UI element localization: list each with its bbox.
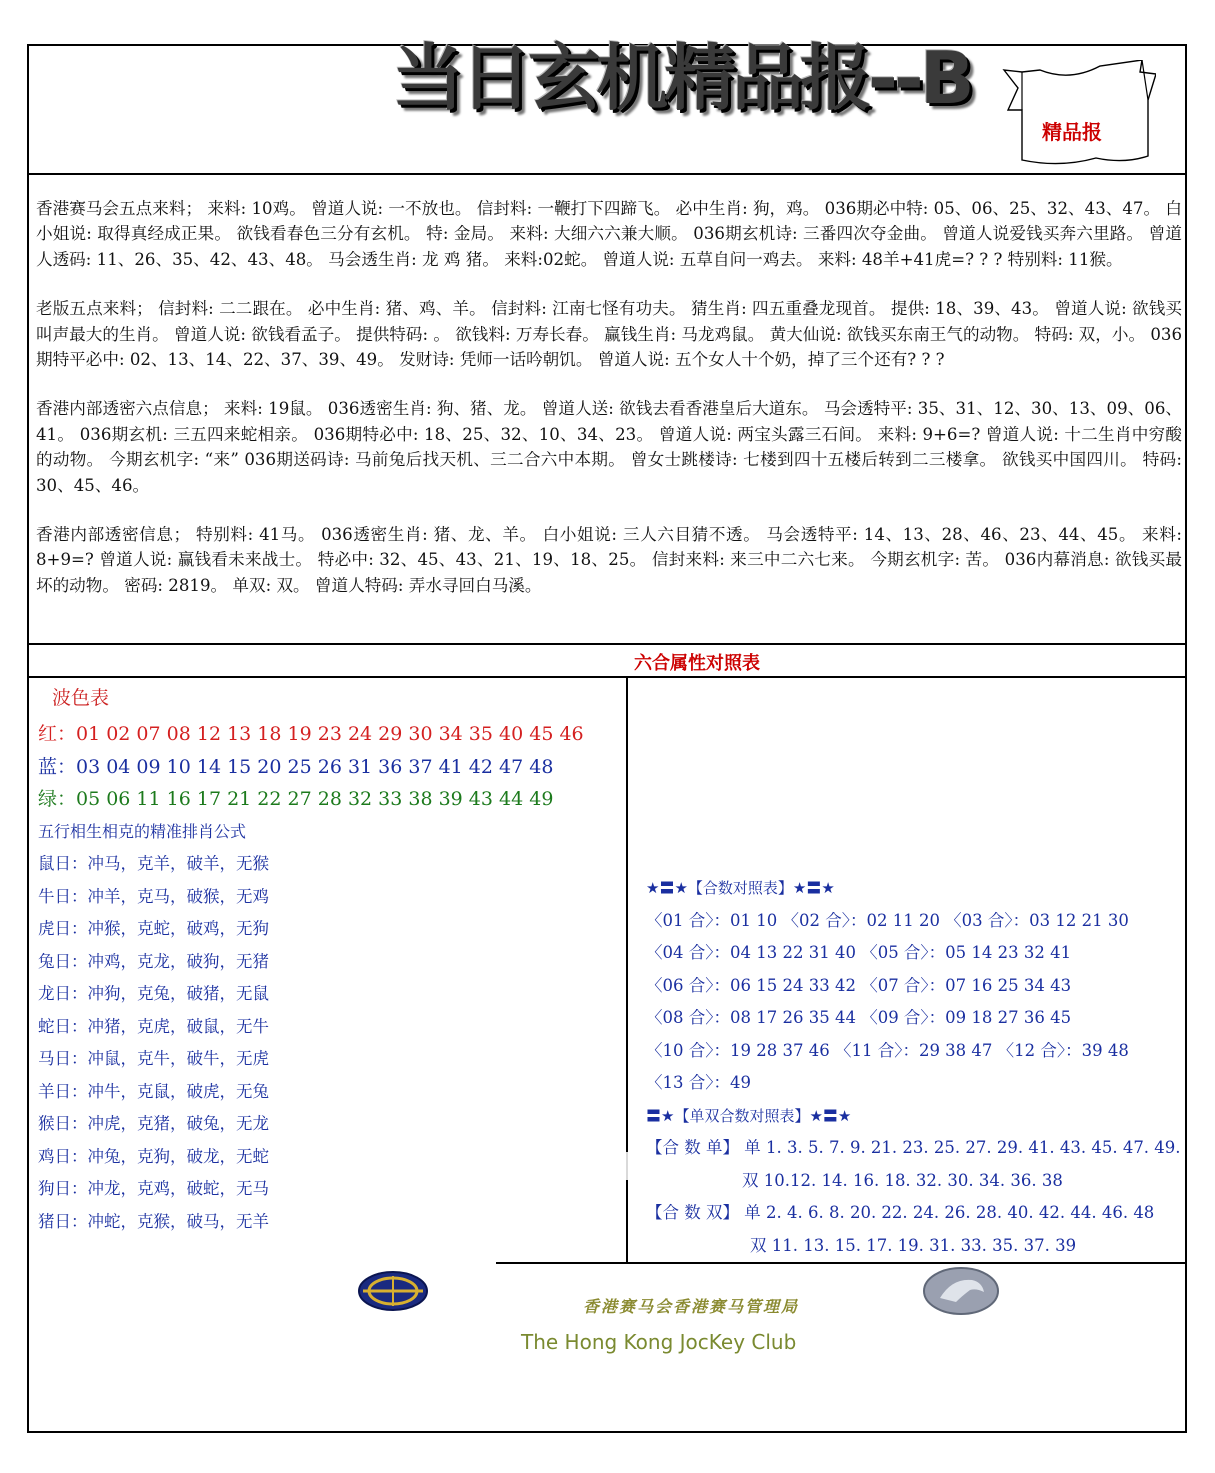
odd-sum-even-values: 双 10.12. 14. 16. 18. 32. 30. 34. 36. 38 [742, 1170, 1063, 1190]
formula-row: 兔日：冲鸡，克龙，破狗，无猪 [38, 951, 269, 971]
scroll-banner-icon [1000, 60, 1156, 170]
table-top-border [27, 676, 1187, 678]
table-bottom-border [496, 1262, 1187, 1264]
heshu-row: 〈13 合〉：49 [646, 1073, 751, 1092]
heshu-row: 〈06 合〉：06 15 24 33 42 〈07 合〉：07 16 25 34 43 [646, 975, 1072, 995]
heshu-row: 〈01 合〉：01 10 〈02 合〉：02 11 20 〈03 合〉：03 12 21 30 [646, 910, 1129, 930]
formula-row: 羊日：冲牛，克鼠，破虎，无兔 [38, 1081, 269, 1101]
white-fade-overlay [300, 1152, 630, 1180]
formula-row: 虎日：冲猴，克蛇，破鸡，无狗 [38, 919, 269, 938]
odd-sum-odd-row [646, 1132, 1181, 1165]
odd-sum-odd-values: 单 1. 3. 5. 7. 9. 21. 23. 25. 27. 29. 41. 43. 45. 47. 49. [744, 1138, 1181, 1157]
even-sum-odd-row [646, 1197, 1181, 1230]
formula-row: 鸡日：冲兔，克狗，破龙，无蛇 [38, 1146, 269, 1166]
paragraph-2: 老版五点来料； 信封料: 二二跟在。 必中生肖: 猪、鸡、羊。 信封料: 江南七怪有功夫。 猜生肖: 四五重叠龙现首。 提供: 18、39、43。 曾道人说: 欲钱买叫声最大的生肖。 曾道人说: 欲钱看孟子。 提供特码: 。 欲钱料: 万寿长春。 赢钱生肖: 马龙鸡鼠。 黄大仙说: 欲钱买东南王气的动物。 特码: 双，小。 036期特平必中: 02、13、14、22、37、39、49。 发财诗: 凭师一话吟朝饥。 曾道人说: 五个女人十个奶，掉了三个还有? ? ? [36, 299, 1183, 370]
banner-label: 精品报 [1042, 120, 1102, 144]
horse-emblem-icon [922, 1266, 1000, 1316]
paragraph-3: 香港内部透密六点信息； 来料: 19鼠。 036透密生肖: 狗、猪、龙。 曾道人送: 欲钱去看香港皇后大道东。 马会透特平: 35、31、12、30、13、09、06、41。 036期玄机: 三五四来蛇相亲。 036期特必中: 18、25、32、10、34、23。 曾道人说: 两宝头露三石间。 来料: 9+6=? 曾道人说: 十二生肖中穷酸的动物。 今期玄机字: “来” 036期送码诗: 马前兔后找天机、三二合六中本期。 曾女士跳楼诗: 七楼到四十五楼后转到二三楼拿。 欲钱买中国四川。 特码: 30、45、46。 [36, 399, 1182, 495]
wave-blue-row: 蓝：03 04 09 10 14 15 20 25 26 31 36 37 41 42 47 48 [38, 755, 554, 778]
heshu-row: 〈10 合〉：19 28 37 46 〈11 合〉：29 38 47 〈12 合〉：39 48 [646, 1040, 1129, 1060]
wave-green-row: 绿：05 06 11 16 17 21 22 27 28 32 33 38 39 43 44 49 [38, 788, 554, 810]
paragraph-1: 香港赛马会五点来料； 来料: 10鸡。 曾道人说: 一不放也。 信封料: 一鞭打下四蹄飞。 必中生肖: 狗，鸡。 036期必中特: 05、06、25、32、43、47。 白小姐说: 取得真经成正果。 欲钱看春色三分有玄机。 特: 金局。 来料: 大细六六兼大顺。 036期玄机诗: 三番四次夺金曲。 曾道人说爱钱买奔六里路。 曾道人透码: 11、26、35、42、43、48。 马会透生肖: 龙 鸡 猪。 来料:02蛇。 曾道人说: 五草自问一鸡去。 来料: 48羊+41虎=? ? ? 特别料: 11猴。 [36, 199, 1182, 269]
wave-title: 波色表 [52, 687, 110, 709]
club-english-name: The Hong Kong JocKey Club [521, 1330, 797, 1354]
even-sum-odd-values: 单 2. 4. 6. 8. 20. 22. 24. 26. 28. 40. 42. 44. 46. 48 [744, 1203, 1155, 1222]
right-column [646, 872, 1181, 1262]
formula-title: 五行相生相克的精准排肖公式 [38, 821, 247, 841]
formula-row: 猪日：冲蛇，克猴，破马，无羊 [38, 1211, 269, 1231]
page-title: 当日玄机精品报--B [392, 36, 971, 120]
paragraph-4: 香港内部透密信息； 特别料: 41马。 036透密生肖: 猪、龙、羊。 白小姐说: 三人六目猜不透。 马会透特平: 14、13、28、46、23、44、45。 来料: 8+9=? 曾道人说: 赢钱看未来战士。 特必中: 32、45、43、21、19、18、25。 信封来料: 来三中二六七来。 今期玄机字: 苦。 036内幕消息: 欲钱买最坏的动物。 密码: 2819。 单双: 双。 曾道人特码: 弄水寻回白马溪。 [36, 525, 1182, 595]
club-chinese-name: 香港赛马会香港赛马管理局 [583, 1297, 800, 1316]
formula-row: 龙日：冲狗，克兔，破猪，无鼠 [38, 984, 269, 1003]
odd-sum-label: 【合 数 单】 [646, 1138, 739, 1157]
even-sum-label: 【合 数 双】 [646, 1203, 739, 1222]
formula-row: 牛日：冲羊，克马，破猴，无鸡 [38, 886, 269, 906]
wave-red-row: 红：01 02 07 08 12 13 18 19 23 24 29 30 34 35 40 45 46 [38, 723, 584, 745]
danshuang-title: 〓★【单双合数对照表】★〓★ [646, 1106, 852, 1125]
news-body [36, 196, 1182, 622]
formula-row: 狗日：冲龙，克鸡，破蛇，无马 [38, 1179, 269, 1198]
formula-row: 马日：冲鼠，克牛，破牛，无虎 [38, 1049, 269, 1068]
even-sum-even-values: 双 11. 13. 15. 17. 19. 31. 33. 35. 37. 39 [750, 1235, 1077, 1255]
heshu-row: 〈08 合〉：08 17 26 35 44 〈09 合〉：09 18 27 36 45 [646, 1008, 1072, 1027]
table-title: 六合属性对照表 [634, 653, 760, 674]
formula-row: 猴日：冲虎，克猪，破兔，无龙 [38, 1114, 269, 1133]
heshu-row: 〈04 合〉：04 13 22 31 40 〈05 合〉：05 14 23 32 41 [646, 943, 1072, 962]
formula-row: 蛇日：冲猪，克虎，破鼠，无牛 [38, 1016, 269, 1036]
formula-row: 鼠日：冲马，克羊，破羊，无猴 [38, 854, 269, 873]
jockey-club-logo-icon [357, 1270, 429, 1312]
section-divider [27, 643, 1187, 645]
heshu-title: ★〓★【合数对照表】★〓★ [646, 879, 835, 897]
